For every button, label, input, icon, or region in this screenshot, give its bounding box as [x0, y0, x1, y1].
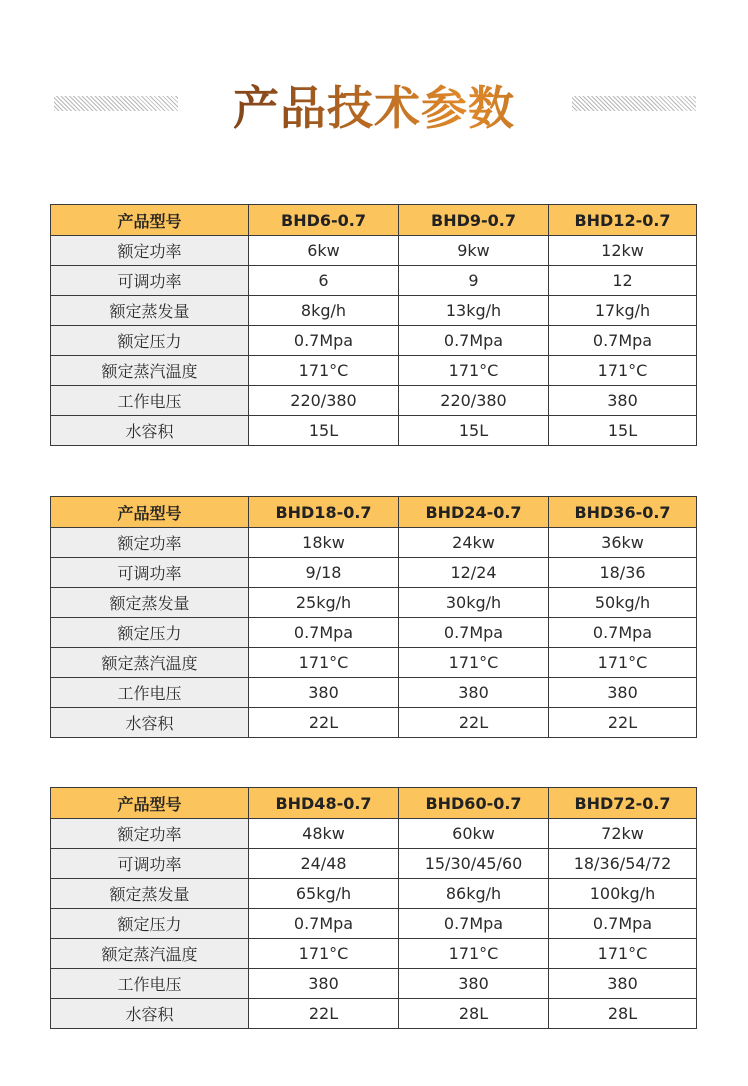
table-cell: 0.7Mpa [249, 618, 399, 648]
table-cell: 0.7Mpa [249, 909, 399, 939]
table-row [51, 969, 697, 999]
table-cell: 9kw [399, 236, 549, 266]
table-cell: 18/36/54/72 [549, 849, 697, 879]
table-row [51, 678, 697, 708]
table-header-row [51, 205, 697, 236]
row-label: 可调功率 [51, 558, 249, 588]
row-label: 额定蒸发量 [51, 588, 249, 618]
row-label: 额定压力 [51, 326, 249, 356]
table-cell: 28L [549, 999, 697, 1029]
row-label: 可调功率 [51, 849, 249, 879]
table-cell: 28L [399, 999, 549, 1029]
table-cell: 22L [249, 999, 399, 1029]
table-row [51, 296, 697, 326]
table-cell: 12/24 [399, 558, 549, 588]
row-label: 水容积 [51, 708, 249, 738]
table-cell: 100kg/h [549, 879, 697, 909]
table-cell: 220/380 [249, 386, 399, 416]
table-cell: 12kw [549, 236, 697, 266]
table-row [51, 999, 697, 1029]
table-cell: 380 [249, 969, 399, 999]
header-cell: BHD48-0.7 [249, 788, 399, 819]
table-cell: 171°C [249, 356, 399, 386]
header-cell: BHD72-0.7 [549, 788, 697, 819]
table-cell: 0.7Mpa [399, 618, 549, 648]
table-cell: 0.7Mpa [399, 326, 549, 356]
table-row [51, 558, 697, 588]
table-cell: 380 [549, 969, 697, 999]
table-cell: 171°C [399, 356, 549, 386]
row-label: 工作电压 [51, 386, 249, 416]
table-cell: 0.7Mpa [549, 618, 697, 648]
header-cell: BHD6-0.7 [249, 205, 399, 236]
table-row [51, 939, 697, 969]
row-label: 额定功率 [51, 819, 249, 849]
table-cell: 60kw [399, 819, 549, 849]
table-row [51, 326, 697, 356]
header-cell: BHD36-0.7 [549, 497, 697, 528]
table-cell: 380 [549, 678, 697, 708]
row-label: 额定蒸发量 [51, 296, 249, 326]
row-label: 水容积 [51, 999, 249, 1029]
table-cell: 380 [249, 678, 399, 708]
table-row [51, 879, 697, 909]
table-cell: 24/48 [249, 849, 399, 879]
table-cell: 171°C [399, 939, 549, 969]
row-label: 水容积 [51, 416, 249, 446]
table-row [51, 819, 697, 849]
table-row [51, 588, 697, 618]
table-cell: 171°C [249, 648, 399, 678]
table-row [51, 849, 697, 879]
page-title: 产品技术参数 [0, 72, 748, 138]
table-cell: 72kw [549, 819, 697, 849]
table-cell: 15/30/45/60 [399, 849, 549, 879]
table-cell: 17kg/h [549, 296, 697, 326]
table-cell: 12 [549, 266, 697, 296]
table-cell: 171°C [549, 939, 697, 969]
row-label: 可调功率 [51, 266, 249, 296]
table-row [51, 266, 697, 296]
row-label: 工作电压 [51, 969, 249, 999]
row-label: 工作电压 [51, 678, 249, 708]
table-cell: 8kg/h [249, 296, 399, 326]
header-cell: BHD60-0.7 [399, 788, 549, 819]
table-cell: 13kg/h [399, 296, 549, 326]
table-cell: 9 [399, 266, 549, 296]
table-row [51, 648, 697, 678]
table-cell: 24kw [399, 528, 549, 558]
table-cell: 0.7Mpa [399, 909, 549, 939]
table-cell: 48kw [249, 819, 399, 849]
table-cell: 6 [249, 266, 399, 296]
table-cell: 171°C [249, 939, 399, 969]
table-cell: 220/380 [399, 386, 549, 416]
row-label: 额定蒸汽温度 [51, 356, 249, 386]
header-cell: 产品型号 [51, 788, 249, 819]
row-label: 额定蒸发量 [51, 879, 249, 909]
table-header-row [51, 497, 697, 528]
table-cell: 380 [399, 969, 549, 999]
table-cell: 22L [549, 708, 697, 738]
table-cell: 25kg/h [249, 588, 399, 618]
row-label: 额定蒸汽温度 [51, 939, 249, 969]
table-row [51, 356, 697, 386]
spec-table-3 [50, 787, 697, 1029]
table-header-row [51, 788, 697, 819]
header-cell: BHD9-0.7 [399, 205, 549, 236]
spec-table-2 [50, 496, 697, 738]
header-cell: BHD18-0.7 [249, 497, 399, 528]
table-cell: 22L [399, 708, 549, 738]
header-cell: BHD24-0.7 [399, 497, 549, 528]
row-label: 额定压力 [51, 909, 249, 939]
table-cell: 9/18 [249, 558, 399, 588]
table-row [51, 618, 697, 648]
table-cell: 6kw [249, 236, 399, 266]
table-cell: 18/36 [549, 558, 697, 588]
table-cell: 171°C [549, 648, 697, 678]
row-label: 额定压力 [51, 618, 249, 648]
table-cell: 15L [549, 416, 697, 446]
table-row [51, 236, 697, 266]
table-row [51, 416, 697, 446]
table-cell: 0.7Mpa [249, 326, 399, 356]
table-cell: 15L [399, 416, 549, 446]
table-cell: 380 [549, 386, 697, 416]
table-row [51, 909, 697, 939]
table-cell: 18kw [249, 528, 399, 558]
table-cell: 30kg/h [399, 588, 549, 618]
header-cell: BHD12-0.7 [549, 205, 697, 236]
table-cell: 50kg/h [549, 588, 697, 618]
header-cell: 产品型号 [51, 497, 249, 528]
table-cell: 86kg/h [399, 879, 549, 909]
table-row [51, 386, 697, 416]
table-cell: 171°C [549, 356, 697, 386]
row-label: 额定功率 [51, 528, 249, 558]
row-label: 额定蒸汽温度 [51, 648, 249, 678]
table-cell: 65kg/h [249, 879, 399, 909]
spec-table-1 [50, 204, 697, 446]
table-row [51, 708, 697, 738]
table-cell: 380 [399, 678, 549, 708]
table-cell: 171°C [399, 648, 549, 678]
table-row [51, 528, 697, 558]
table-cell: 15L [249, 416, 399, 446]
table-cell: 36kw [549, 528, 697, 558]
table-cell: 22L [249, 708, 399, 738]
table-cell: 0.7Mpa [549, 326, 697, 356]
header-cell: 产品型号 [51, 205, 249, 236]
row-label: 额定功率 [51, 236, 249, 266]
table-cell: 0.7Mpa [549, 909, 697, 939]
